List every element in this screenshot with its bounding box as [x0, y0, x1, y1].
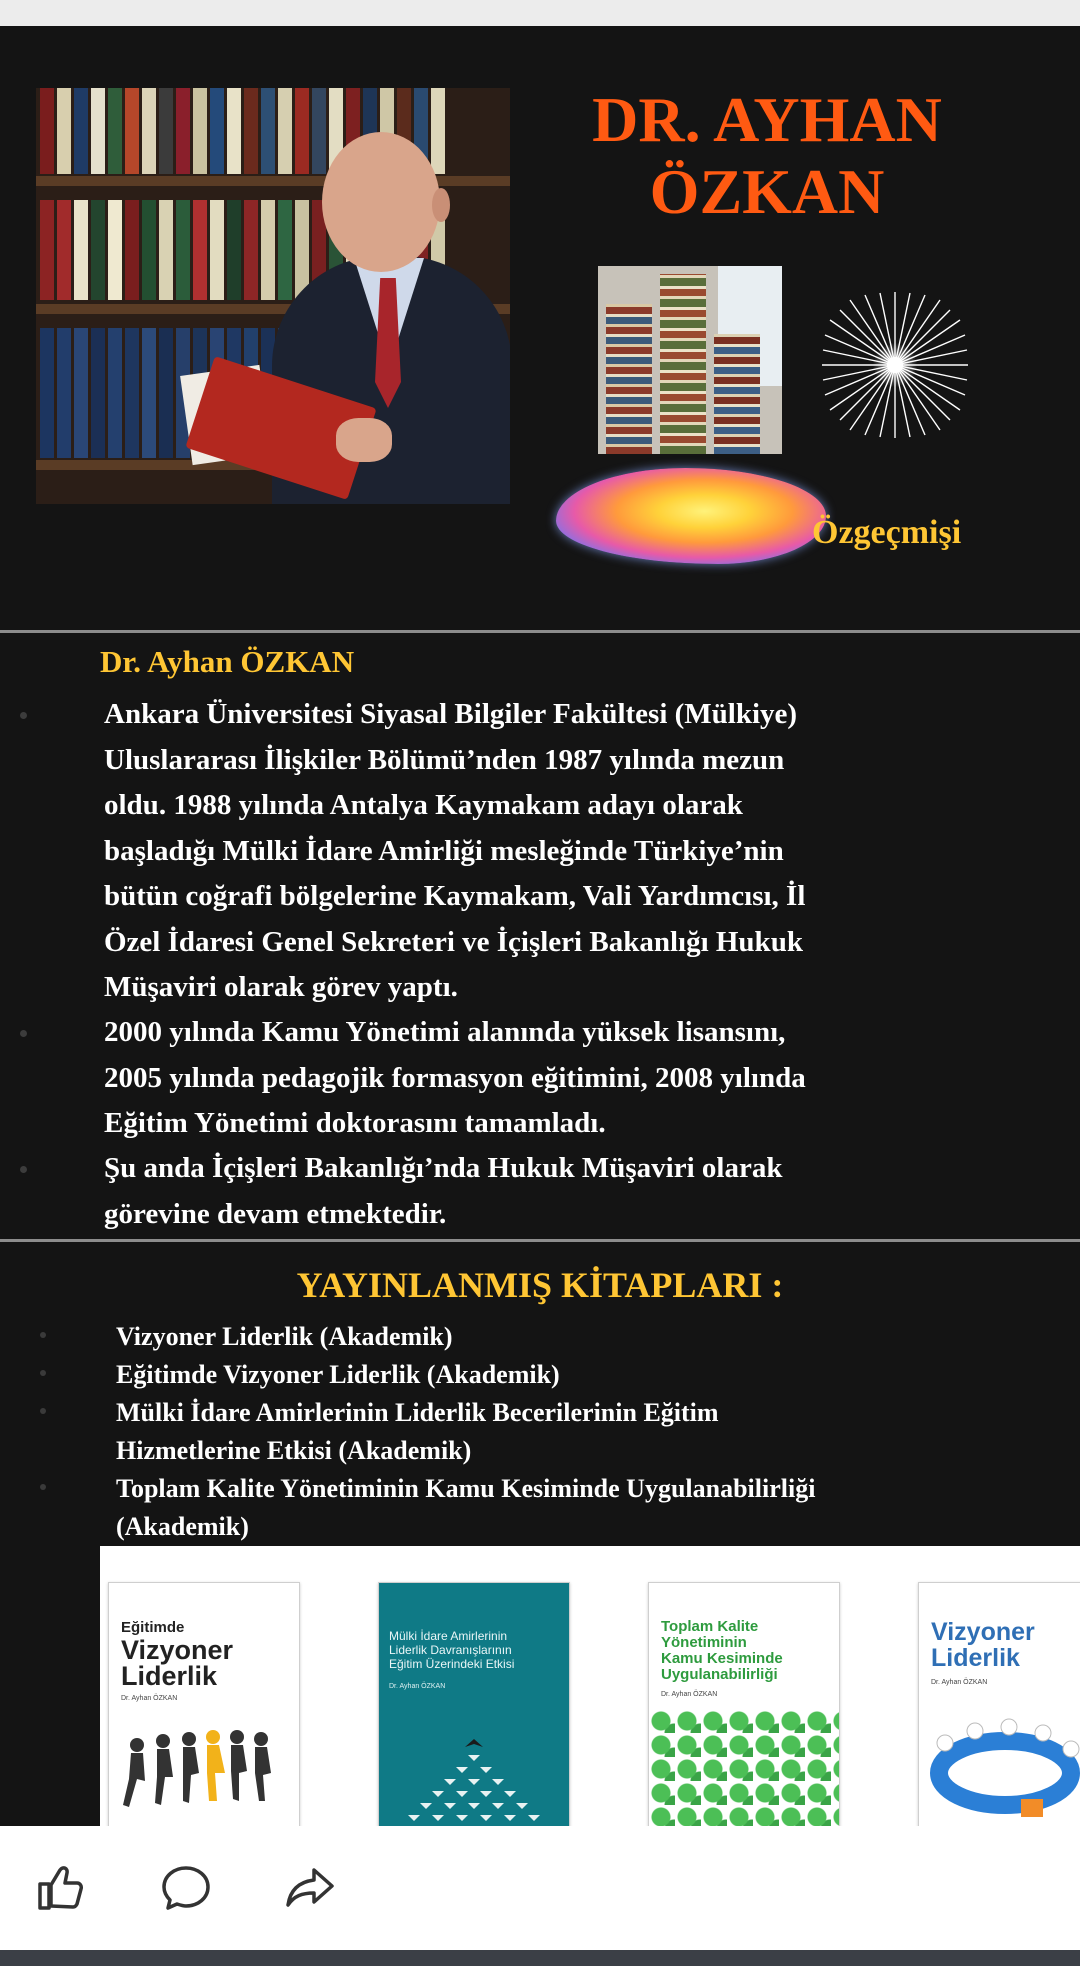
bio-line: Ankara Üniversitesi Siyasal Bilgiler Fakültesi (Mülkiye) [104, 698, 798, 730]
book-line: Mülki İdare Amirlerinin Liderlik Becerilerinin Eğitim [116, 1398, 719, 1427]
cover-title-line: Uygulanabilirliği [661, 1666, 778, 1683]
running-figures-icon [115, 1721, 291, 1821]
cover-author: Dr. Ayhan ÖZKAN [389, 1683, 446, 1690]
bio-line: 2000 yılında Kamu Yönetimi alanında yüksek lisansını, [104, 1016, 786, 1048]
book-cover-mulki-idare-amirlerinin[interactable] [378, 1582, 570, 1826]
section-divider [0, 630, 1080, 633]
cover-title-line: Mülki İdare Amirlerinin [389, 1629, 508, 1643]
bio-line: görevine devam etmektedir. [104, 1197, 447, 1230]
cover-title: Eğitimde [121, 1619, 185, 1636]
post-image[interactable] [0, 26, 1080, 1826]
book-covers-strip [100, 1546, 1080, 1826]
book-stacks-image [598, 266, 782, 454]
thumbs-up-icon [32, 1860, 88, 1916]
cover-title-big [121, 1637, 233, 1689]
bird-pyramid-icon [379, 1733, 569, 1826]
bio-line: Müşaviri olarak görev yaptı. [104, 971, 458, 1003]
book-cover-toplam-kalite-yonetimi[interactable] [648, 1582, 840, 1826]
book-line: Hizmetlerine Etkisi (Akademik) [116, 1436, 472, 1465]
book-list-item: Vizyoner Liderlik (Akademik) [116, 1322, 453, 1351]
bio-name: Dr. Ayhan ÖZKAN [100, 644, 355, 679]
cover-title-line: Vizyoner [931, 1618, 1035, 1646]
book-cover-egitimde-vizyoner-liderlik[interactable] [108, 1582, 300, 1826]
bullet [40, 1370, 46, 1376]
share-button[interactable] [278, 1856, 342, 1920]
bio-line: 2005 yılında pedagojik formasyon eğitimini, 2008 yılında [104, 1061, 806, 1094]
name-line-2: ÖZKAN [649, 156, 885, 227]
bullet [20, 712, 27, 719]
starburst-icon [820, 290, 970, 440]
cover-title-line: Eğitim Üzerindeki Etkisi [389, 1657, 515, 1671]
share-arrow-icon [282, 1860, 338, 1916]
comment-button[interactable] [154, 1856, 218, 1920]
top-status-strip [0, 0, 1080, 28]
cover-title [389, 1629, 514, 1671]
hexagon-pattern [649, 1709, 839, 1826]
bullet [20, 1166, 27, 1173]
comment-bubble-icon [158, 1860, 214, 1916]
bio-line: bütün coğrafi bölgelerine Kaymakam, Vali Yardımcısı, İl [104, 880, 806, 912]
bio-paragraph-2 [104, 1010, 1034, 1147]
bullet [40, 1408, 46, 1414]
cover-author: Dr. Ayhan ÖZKAN [931, 1679, 988, 1686]
book-list-item [116, 1470, 1016, 1546]
bio-paragraph-3 [104, 1146, 1034, 1237]
bio-line: Eğitim Yönetimi doktorasını tamamladı. [104, 1107, 606, 1139]
bio-line: başladığı Mülki İdare Amirliği mesleğinde Türkiye’nin [104, 834, 784, 867]
book-list-item [116, 1394, 1016, 1470]
author-name-title [532, 84, 1002, 228]
cover-title-line: Liderlik [121, 1661, 218, 1691]
name-line-1: DR. AYHAN [592, 84, 942, 155]
books-section-title: YAYINLANMIŞ KİTAPLARI : [296, 1265, 784, 1305]
cover-title [661, 1619, 783, 1683]
cover-title [931, 1619, 1035, 1671]
cover-author: Dr. Ayhan ÖZKAN [121, 1695, 178, 1702]
cover-title-line: Liderlik Davranışlarının [389, 1643, 512, 1657]
bullet [20, 1030, 27, 1037]
bullet [40, 1332, 46, 1338]
puzzle-people-icon [925, 1703, 1080, 1826]
book-line: (Akademik) [116, 1512, 249, 1541]
gradient-blob-graphic [556, 468, 826, 564]
book-line: Toplam Kalite Yönetiminin Kamu Kesiminde Uygulanabilirliği [116, 1474, 816, 1503]
bottom-system-bar [0, 1950, 1080, 1966]
portrait-photo [36, 88, 510, 504]
book-cover-vizyoner-liderlik[interactable] [918, 1582, 1080, 1826]
bio-line: Özel İdaresi Genel Sekreteri ve İçişleri Bakanlığı Hukuk [104, 925, 803, 958]
cover-title-line: Liderlik [931, 1644, 1020, 1672]
bio-paragraph-1 [104, 692, 1034, 1011]
section-divider [0, 1239, 1080, 1242]
cover-author: Dr. Ayhan ÖZKAN [661, 1691, 718, 1698]
bio-line: oldu. 1988 yılında Antalya Kaymakam adayı olarak [104, 789, 743, 821]
bullet [40, 1484, 46, 1490]
bio-line: Şu anda İçişleri Bakanlığı’nda Hukuk Müşaviri olarak [104, 1152, 783, 1184]
cover-title-line: Toplam Kalite [661, 1618, 759, 1635]
cover-title-line: Kamu Kesiminde [661, 1650, 783, 1667]
book-list-item: Eğitimde Vizyoner Liderlik (Akademik) [116, 1360, 560, 1389]
cover-title-line: Vizyoner [121, 1635, 234, 1665]
post-action-bar [0, 1826, 1080, 1950]
cover-title-line: Yönetiminin [661, 1634, 747, 1651]
bio-line: Uluslararası İlişkiler Bölümü’nden 1987 yılında mezun [104, 743, 785, 776]
like-button[interactable] [28, 1856, 92, 1920]
cv-label: Özgeçmişi [812, 514, 962, 551]
